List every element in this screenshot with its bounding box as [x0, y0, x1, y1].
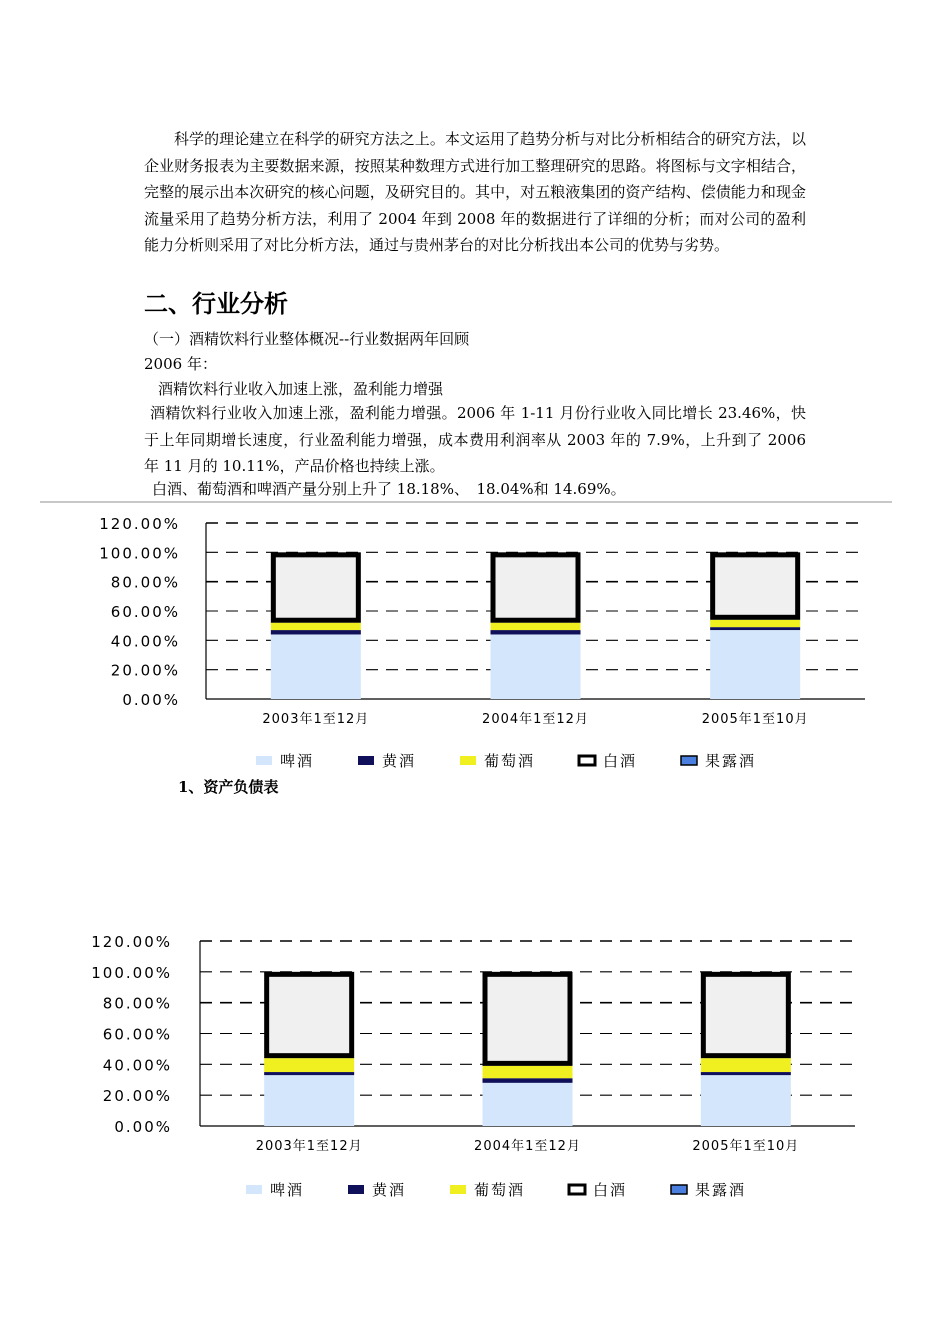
x-tick-label: 2003年1至12月 — [262, 712, 370, 727]
legend-label: 白酒 — [593, 1181, 628, 1199]
y-tick-label: 120.00% — [91, 933, 172, 951]
x-tick-label: 2005年1至10月 — [692, 1139, 800, 1154]
bar-segment-白酒 — [713, 555, 798, 617]
bar-segment-葡萄酒 — [271, 623, 361, 630]
bar-segment-葡萄酒 — [710, 620, 800, 627]
bar-segment-啤酒 — [483, 1083, 573, 1126]
y-tick-label: 60.00% — [102, 1025, 172, 1044]
legend-label: 啤酒 — [280, 752, 315, 770]
chart-1 — [40, 508, 890, 773]
legend-swatch — [450, 1185, 466, 1194]
x-tick-label: 2004年1至12月 — [482, 712, 589, 727]
legend-label: 白酒 — [603, 752, 638, 770]
bar-segment-葡萄酒 — [483, 1066, 573, 1078]
y-tick-label: 120.00% — [99, 515, 180, 533]
bar-segment-啤酒 — [710, 630, 800, 699]
y-tick-label: 80.00% — [110, 573, 180, 592]
chart-2 — [40, 926, 890, 1206]
bar-segment-葡萄酒 — [701, 1058, 791, 1072]
bar-segment-葡萄酒 — [491, 623, 581, 630]
bar-segment-白酒 — [703, 974, 788, 1055]
bar-segment-啤酒 — [701, 1075, 791, 1126]
y-tick-label: 100.00% — [99, 544, 180, 563]
bar-segment-白酒 — [273, 555, 358, 620]
y-tick-label: 0.00% — [122, 691, 180, 709]
legend-swatch — [358, 756, 374, 765]
bar-segment-啤酒 — [271, 634, 361, 699]
y-tick-label: 100.00% — [91, 963, 172, 982]
legend-label: 果露酒 — [695, 1181, 747, 1199]
y-tick-label: 20.00% — [110, 661, 180, 680]
y-tick-label: 60.00% — [110, 603, 180, 621]
legend-label: 黄酒 — [372, 1181, 407, 1199]
bar-segment-啤酒 — [491, 634, 581, 699]
bar-segment-黄酒 — [271, 630, 361, 634]
legend-label: 果露酒 — [705, 752, 757, 770]
bar-segment-白酒 — [493, 555, 578, 620]
bar-segment-葡萄酒 — [264, 1058, 354, 1072]
legend-label: 葡萄酒 — [484, 752, 536, 770]
y-tick-label: 20.00% — [102, 1087, 172, 1106]
section-subheading: （一）酒精饮料行业整体概况--行业数据两年回顾 — [144, 330, 470, 348]
intro-paragraph — [144, 126, 806, 259]
legend-swatch — [246, 1185, 262, 1194]
headline: 酒精饮料行业收入加速上涨，盈利能力增强 — [158, 380, 444, 398]
body-text: 酒精饮料行业收入加速上涨，盈利能力增强。2006 年 1-11 月份行业收入同比增长 23.46%，快于上年同期增长速度，行业盈利能力增强，成本费用利润率从 2003 年的 7.9%，上升到了 2006 年 11 月的 10.11%，产品价格也持续上涨。 — [144, 404, 806, 475]
legend-swatch — [671, 1185, 687, 1194]
y-tick-label: 40.00% — [110, 632, 180, 651]
bar-segment-黄酒 — [710, 627, 800, 630]
legend-swatch — [681, 756, 697, 765]
bar-segment-黄酒 — [264, 1072, 354, 1075]
bar-segment-黄酒 — [701, 1072, 791, 1075]
chart-1-svg — [40, 508, 890, 773]
intro-text: 科学的理论建立在科学的研究方法之上。本文运用了趋势分析与对比分析相结合的研究方法，以企业财务报表为主要数据来源，按照某种数理方式进行加工整理研究的思路。将图标与文字相结合，完整的展示出本次研究的核心问题，及研究目的。其中，对五粮液集团的资产结构、偿债能力和现金流量采用了趋势分析方法，利用了 2004 年到 2008 年的数据进行了详细的分析；而对公司的盈利能力分析则采用了对比分析方法，通过与贵州茅台的对比分析找出本公司的优势与劣势。 — [144, 130, 806, 254]
body-paragraph — [144, 400, 806, 480]
y-tick-label: 40.00% — [102, 1056, 172, 1075]
year-label: 2006 年： — [144, 355, 217, 373]
x-tick-label: 2005年1至10月 — [701, 712, 809, 727]
y-tick-label: 0.00% — [114, 1118, 172, 1136]
y-tick-label: 80.00% — [102, 994, 172, 1013]
section-heading: 二、行业分析 — [144, 290, 288, 318]
bar-segment-白酒 — [485, 974, 570, 1063]
legend-label: 葡萄酒 — [474, 1181, 526, 1199]
chart-2-svg — [40, 926, 890, 1206]
x-tick-label: 2004年1至12月 — [474, 1139, 581, 1154]
bar-segment-黄酒 — [491, 630, 581, 634]
legend-swatch — [579, 756, 595, 765]
legend-label: 啤酒 — [270, 1181, 305, 1199]
legend-swatch — [569, 1185, 585, 1194]
legend-swatch — [460, 756, 476, 765]
legend-swatch — [348, 1185, 364, 1194]
bar-segment-啤酒 — [264, 1075, 354, 1126]
production-text: 白酒、葡萄酒和啤酒产量分别上升了 18.18%、 18.04%和 14.69%。 — [152, 480, 626, 498]
bar-segment-黄酒 — [483, 1078, 573, 1083]
x-tick-label: 2003年1至12月 — [255, 1139, 363, 1154]
legend-label: 黄酒 — [382, 752, 417, 770]
caption: 1、资产负债表 — [178, 778, 279, 796]
legend-swatch — [256, 756, 272, 765]
bar-segment-白酒 — [267, 974, 352, 1055]
divider — [40, 501, 892, 503]
